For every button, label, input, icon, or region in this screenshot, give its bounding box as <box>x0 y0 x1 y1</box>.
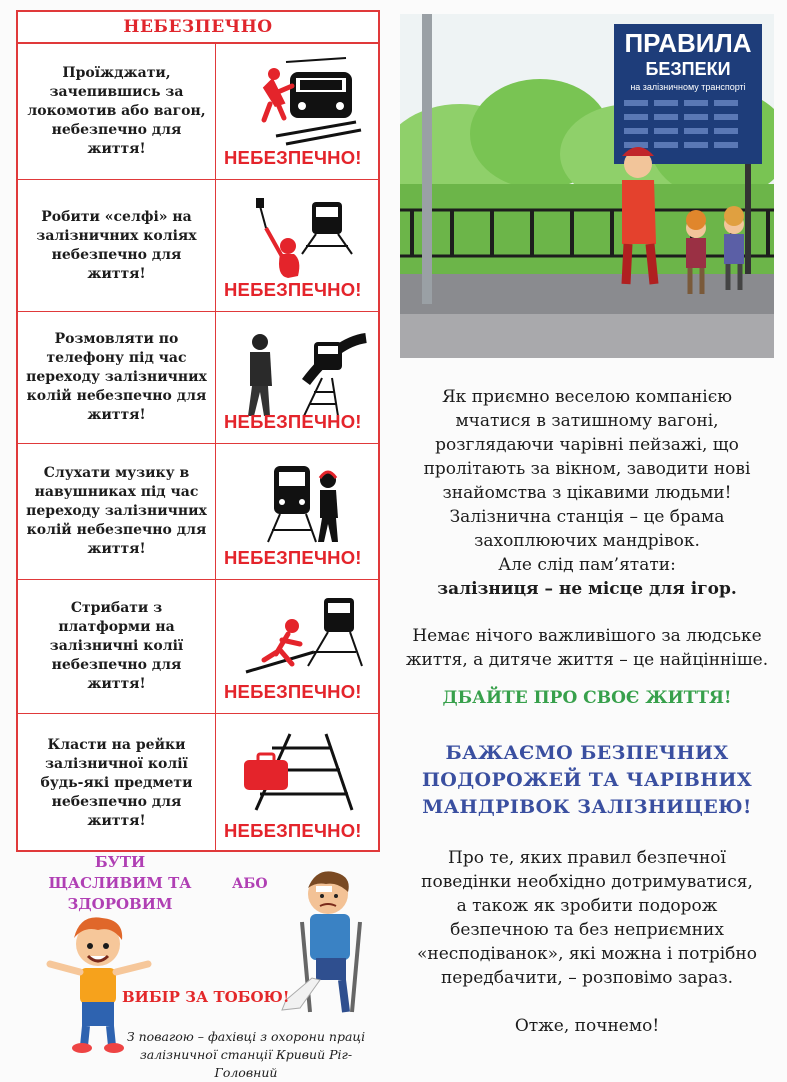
danger-row <box>18 180 378 312</box>
intro-line: Як приємно веселою компанією <box>441 387 733 407</box>
intro-line: Але слід пам’ятати: <box>498 555 676 575</box>
station-scene-illustration <box>400 14 774 358</box>
danger-row <box>18 714 378 852</box>
intro-line: мчатися в затишному вагоні, <box>455 411 719 431</box>
intro-bold-line: залізниця – не місце для ігор. <box>437 579 737 599</box>
signature <box>110 1028 382 1082</box>
phone-on-tracks-icon <box>216 312 378 443</box>
danger-label: НЕБЕЗПЕЧНО! <box>224 411 362 432</box>
outro-line: а також як зробити подорож <box>456 896 718 916</box>
injured-man-illustration <box>276 862 386 1024</box>
wish-line: ПОДОРОЖЕЙ ТА ЧАРІВНИХ <box>421 769 753 791</box>
danger-table <box>16 10 380 852</box>
closing-line: Отже, почнемо! <box>514 1016 660 1036</box>
rules-board-caption: на залізничному транспорті <box>630 82 746 92</box>
wish-line: МАНДРІВОК ЗАЛІЗНИЦЕЮ! <box>422 796 752 818</box>
intro-line: знайомства з цікавими людьми! <box>442 483 732 503</box>
headphones-on-tracks-icon <box>216 444 378 579</box>
danger-row-text: Слухати музику в навушниках під час переходу залізничних колій небезпечно для життя! <box>18 444 216 579</box>
intro-line: пролітають за вікном, заводити нові <box>423 459 751 479</box>
danger-row <box>18 580 378 714</box>
intro-line: Залізнична станція – це брама <box>449 507 725 527</box>
or-text: АБО <box>232 876 268 892</box>
danger-table-header: НЕБЕЗПЕЧНО <box>18 12 378 44</box>
care-heading: ДБАЙТЕ ПРО СВОЄ ЖИТТЯ! <box>442 688 732 708</box>
signature-line: залізничної станції Кривий Ріг-Головний <box>139 1047 353 1080</box>
wish-heading <box>400 740 774 821</box>
danger-row <box>18 312 378 444</box>
outro-line: «несподіванок», які можна і потрібно <box>417 944 757 964</box>
rules-board-title: ПРАВИЛА <box>624 28 752 58</box>
wish-line: БАЖАЄМО БЕЗПЕЧНИХ <box>445 742 729 764</box>
your-choice-text: ВИБІР ЗА ТОБОЮ! <box>122 988 290 1006</box>
jumping-from-platform-icon <box>216 580 378 713</box>
danger-row <box>18 44 378 180</box>
hanging-on-train-icon <box>216 44 378 179</box>
danger-label: НЕБЕЗПЕЧНО! <box>224 147 362 168</box>
value-line: Немає нічого важливішого за людське <box>412 626 762 646</box>
outro-paragraph <box>400 846 774 990</box>
danger-row <box>18 444 378 580</box>
outro-line: передбачити, – розповімо зараз. <box>440 968 734 988</box>
intro-line: розглядаючи чарівні пейзажі, що <box>435 435 739 455</box>
happy-healthy-text: БУТИ ЩАСЛИВИМ ТА ЗДОРОВИМ <box>48 853 192 913</box>
rules-board <box>614 28 762 94</box>
danger-row-text: Розмовляти по телефону під час переходу залізничних колій небезпечно для життя! <box>18 312 216 443</box>
intro-line: захоплюючих мандрівок. <box>474 531 700 551</box>
rules-board-subtitle: БЕЗПЕКИ <box>645 59 731 79</box>
outro-line: безпечною та без неприємних <box>450 920 724 940</box>
danger-label: НЕБЕЗПЕЧНО! <box>224 681 362 702</box>
value-line: життя, а дитяче життя – це найцінніше. <box>405 650 769 670</box>
outro-line: Про те, яких правил безпечної <box>448 848 726 868</box>
danger-row-text: Робити «селфі» на залізничних коліях небезпечно для життя! <box>18 180 216 311</box>
value-paragraph <box>400 624 774 672</box>
selfie-on-tracks-icon <box>216 180 378 311</box>
signature-line: З повагою – фахівці з охорони праці <box>126 1029 366 1044</box>
objects-on-rails-icon <box>216 714 378 852</box>
danger-row-text: Стрибати з платформи на залізничні колії небезпечно для життя! <box>18 580 216 713</box>
danger-row-text: Класти на рейки залізничної колії будь-які предмети небезпечно для життя! <box>18 714 216 852</box>
intro-paragraph <box>400 385 774 601</box>
danger-label: НЕБЕЗПЕЧНО! <box>224 820 362 841</box>
danger-label: НЕБЕЗПЕЧНО! <box>224 547 362 568</box>
danger-row-text: Проїжджати, зачепившись за локомотив або вагон, небезпечно для життя! <box>18 44 216 179</box>
danger-label: НЕБЕЗПЕЧНО! <box>224 279 362 300</box>
outro-line: поведінки необхідно дотримуватися, <box>421 872 753 892</box>
